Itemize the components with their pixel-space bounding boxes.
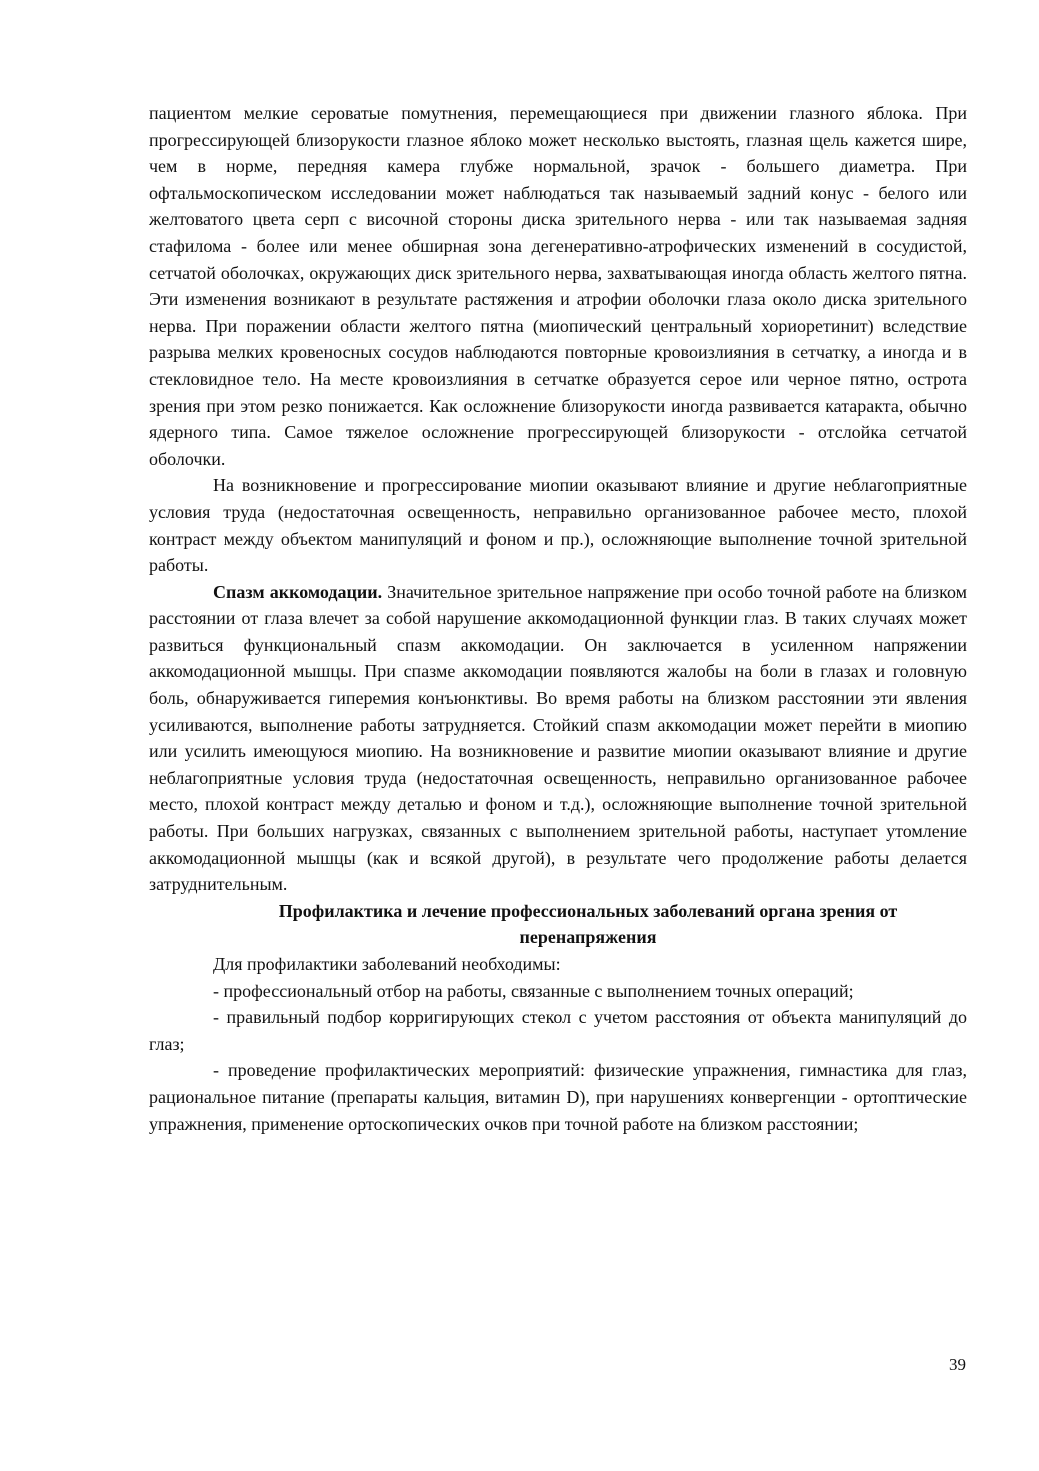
paragraph-myopia-complications: пациентом мелкие сероватые помутнения, перемещающиеся при движении глазного яблока. При прогрессирующей близорукости глазное яблоко может несколько выстоять, глазная щель кажется шире, чем в норме, передняя камера глубже нормальной, зрачок - большего диаметра. При офтальмоскопическом исследовании может наблюдаться так называемый задний конус - белого или желтоватого цвета серп с височной стороны диска зрительного нерва - или так называемая задняя стафилома - более или менее обширная зона дегенеративно-атрофических изменений в сосудистой, сетчатой оболочках, окружающих диск зрительного нерва, захватывающая иногда область желтого пятна. Эти изменения возникают в результате растяжения и атрофии оболочки глаза около диска зрительного нерва. При поражении области желтого пятна (миопический центральный хориоретинит) вследствие разрыва мелких кровеносных сосудов наблюдаются повторные кровоизлияния в сетчатку, а иногда и в стекловидное тело. На месте кровоизлияния в сетчатке образуется серое или черное пятно, острота зрения при этом резко понижается. Как осложнение близорукости иногда развивается катаракта, обычно ядерного типа. Самое тяжелое осложнение прогрессирующей близорукости - отслойка сетчатой оболочки. xyxy=(149,103,967,469)
section-title: Профилактика и лечение профессиональных заболеваний органа зрения от перенапряжения xyxy=(278,900,898,948)
paragraph-myopia-factors: На возникновение и прогрессирование миопии оказывают влияние и другие неблагоприятные условия труда (недостаточная освещенность, неправильно организованное рабочее место, плохой контраст между объектом манипуляций и фоном и пр.), осложняющие выполнение точной зрительной работы. xyxy=(149,475,967,576)
term-accommodation-spasm: Спазм аккомодации. xyxy=(213,581,383,602)
page-number: 39 xyxy=(949,1355,966,1374)
page-body xyxy=(149,100,967,1137)
list-item: - проведение профилактических мероприятий: физические упражнения, гимнастика для глаз, рациональное питание (препараты кальция, витамин D), при нарушениях конвергенции - ортоптические упражнения, применение ортоскопических очков при точной работе на близком расстоянии; xyxy=(149,1060,967,1134)
list-item: - правильный подбор корригирующих стекол с учетом расстояния от объекта манипуляций до глаз; xyxy=(149,1007,967,1054)
accommodation-spasm-text: Значительное зрительное напряжение при особо точной работе на близком расстоянии от глаза влечет за собой нарушение аккомодационной функции глаз. В таких случаях может развиться функциональный спазм аккомодации. Он заключается в усиленном напряжении аккомодационной мышцы. При спазме аккомодации появляются жалобы на боли в глазах и головную боль, обнаруживается гиперемия конъюнктивы. Во время работы на близком расстоянии эти явления усиливаются, выполнение работы затрудняется. Стойкий спазм аккомодации может перейти в миопию или усилить имеющуюся миопию. На возникновение и развитие миопии оказывают влияние и другие неблагоприятные условия труда (недостаточная освещенность, неправильно организованное рабочее место, плохой контраст между деталью и фоном и т.д.), осложняющие выполнение точной зрительной работы. При больших нагрузках, связанных с выполнением зрительной работы, наступает утомление аккомодационной мышцы (как и всякой другой), в результате чего продолжение работы делается затруднительным. xyxy=(149,581,967,895)
list-item: - профессиональный отбор на работы, связанные с выполнением точных операций; xyxy=(213,980,854,1001)
section-intro: Для профилактики заболеваний необходимы: xyxy=(213,954,561,974)
paragraph-accommodation-spasm xyxy=(149,579,967,898)
